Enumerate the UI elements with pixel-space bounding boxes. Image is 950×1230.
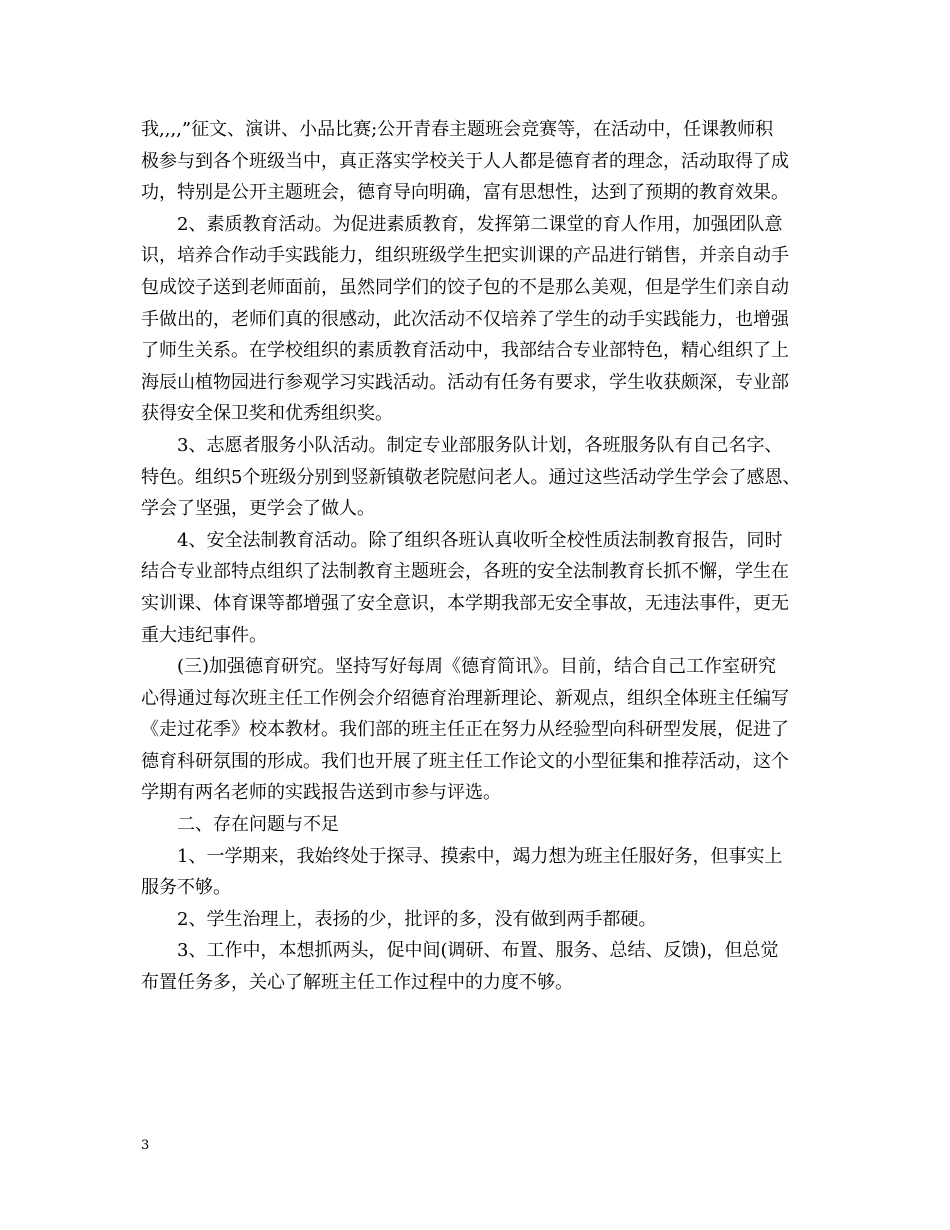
text-line: 功，特别是公开主题班会，德育导向明确，富有思想性，达到了预期的教育效果。	[141, 182, 789, 204]
text-line: 实训课、体育课等都增强了安全意识，本学期我部无安全事故，无违法事件，更无	[141, 592, 789, 614]
text-line: 我,,,,”征文、演讲、小品比赛;公开青春主题班会竞赛等，在活动中，任课教师积	[141, 119, 774, 140]
text-line: 2、素质教育活动。为促进素质教育，发挥第二课堂的育人作用，加强团队意	[177, 213, 783, 235]
text-line: (三)加强德育研究。坚持写好每周《德育简讯》。目前，结合自己工作室研究	[177, 656, 777, 678]
text-line: 4、安全法制教育活动。除了组织各班认真收听全校性质法制教育报告，同时	[177, 529, 783, 551]
text-line: 学会了坚强，更学会了做人。	[141, 498, 375, 520]
text-line: 重大违纪事件。	[141, 624, 267, 646]
text-line: 1、一学期来，我始终处于探寻、摸索中，竭力想为班主任服好务，但事实上	[177, 845, 783, 867]
text-line: 包成饺子送到老师面前，虽然同学们的饺子包的不是那么美观，但是学生们亲自动	[141, 276, 789, 298]
text-line: 特色。组织5个班级分别到竖新镇敬老院慰问老人。通过这些活动学生学会了感恩、	[141, 466, 801, 488]
text-line: 极参与到各个班级当中，真正落实学校关于人人都是德育者的理念，活动取得了成	[141, 150, 789, 172]
text-line: 《走过花季》校本教材。我们部的班主任正在努力从经验型向科研型发展，促进了	[141, 719, 789, 741]
text-line: 2、学生治理上，表扬的少，批评的多，没有做到两手都硬。	[177, 908, 657, 930]
text-line: 海辰山植物园进行参观学习实践活动。活动有任务有要求，学生收获颇深，专业部	[141, 371, 789, 393]
text-line: 识，培养合作动手实践能力，组织班级学生把实训课的产品进行销售，并亲自动手	[141, 245, 789, 267]
text-line: 获得安全保卫奖和优秀组织奖。	[141, 403, 393, 425]
text-line: 手做出的，老师们真的很感动，此次活动不仅培养了学生的动手实践能力，也增强	[141, 308, 789, 330]
text-line: 了师生关系。在学校组织的素质教育活动中，我部结合专业部特色，精心组织了上	[141, 340, 789, 362]
document-body	[141, 114, 831, 999]
text-line: 心得通过每次班主任工作例会介绍德育治理新理论、新观点，组织全体班主任编写	[141, 687, 789, 709]
text-line: 3、志愿者服务小队活动。制定专业部服务队计划，各班服务队有自己名字、	[177, 434, 783, 456]
text-line: 服务不够。	[141, 877, 231, 899]
page-number: 3	[141, 1138, 150, 1153]
text-line: 二、存在问题与不足	[177, 814, 339, 836]
text-line: 结合专业部特点组织了法制教育主题班会，各班的安全法制教育长抓不懈，学生在	[141, 561, 789, 583]
text-line: 学期有两名老师的实践报告送到市参与评选。	[141, 782, 501, 804]
text-line: 3、工作中，本想抓两头，促中间(调研、布置、服务、总结、反馈)，但总觉	[177, 940, 779, 962]
text-line: 布置任务多，关心了解班主任工作过程中的力度不够。	[141, 972, 573, 994]
text-line: 德育科研氛围的形成。我们也开展了班主任工作论文的小型征集和推荐活动，这个	[141, 750, 789, 772]
